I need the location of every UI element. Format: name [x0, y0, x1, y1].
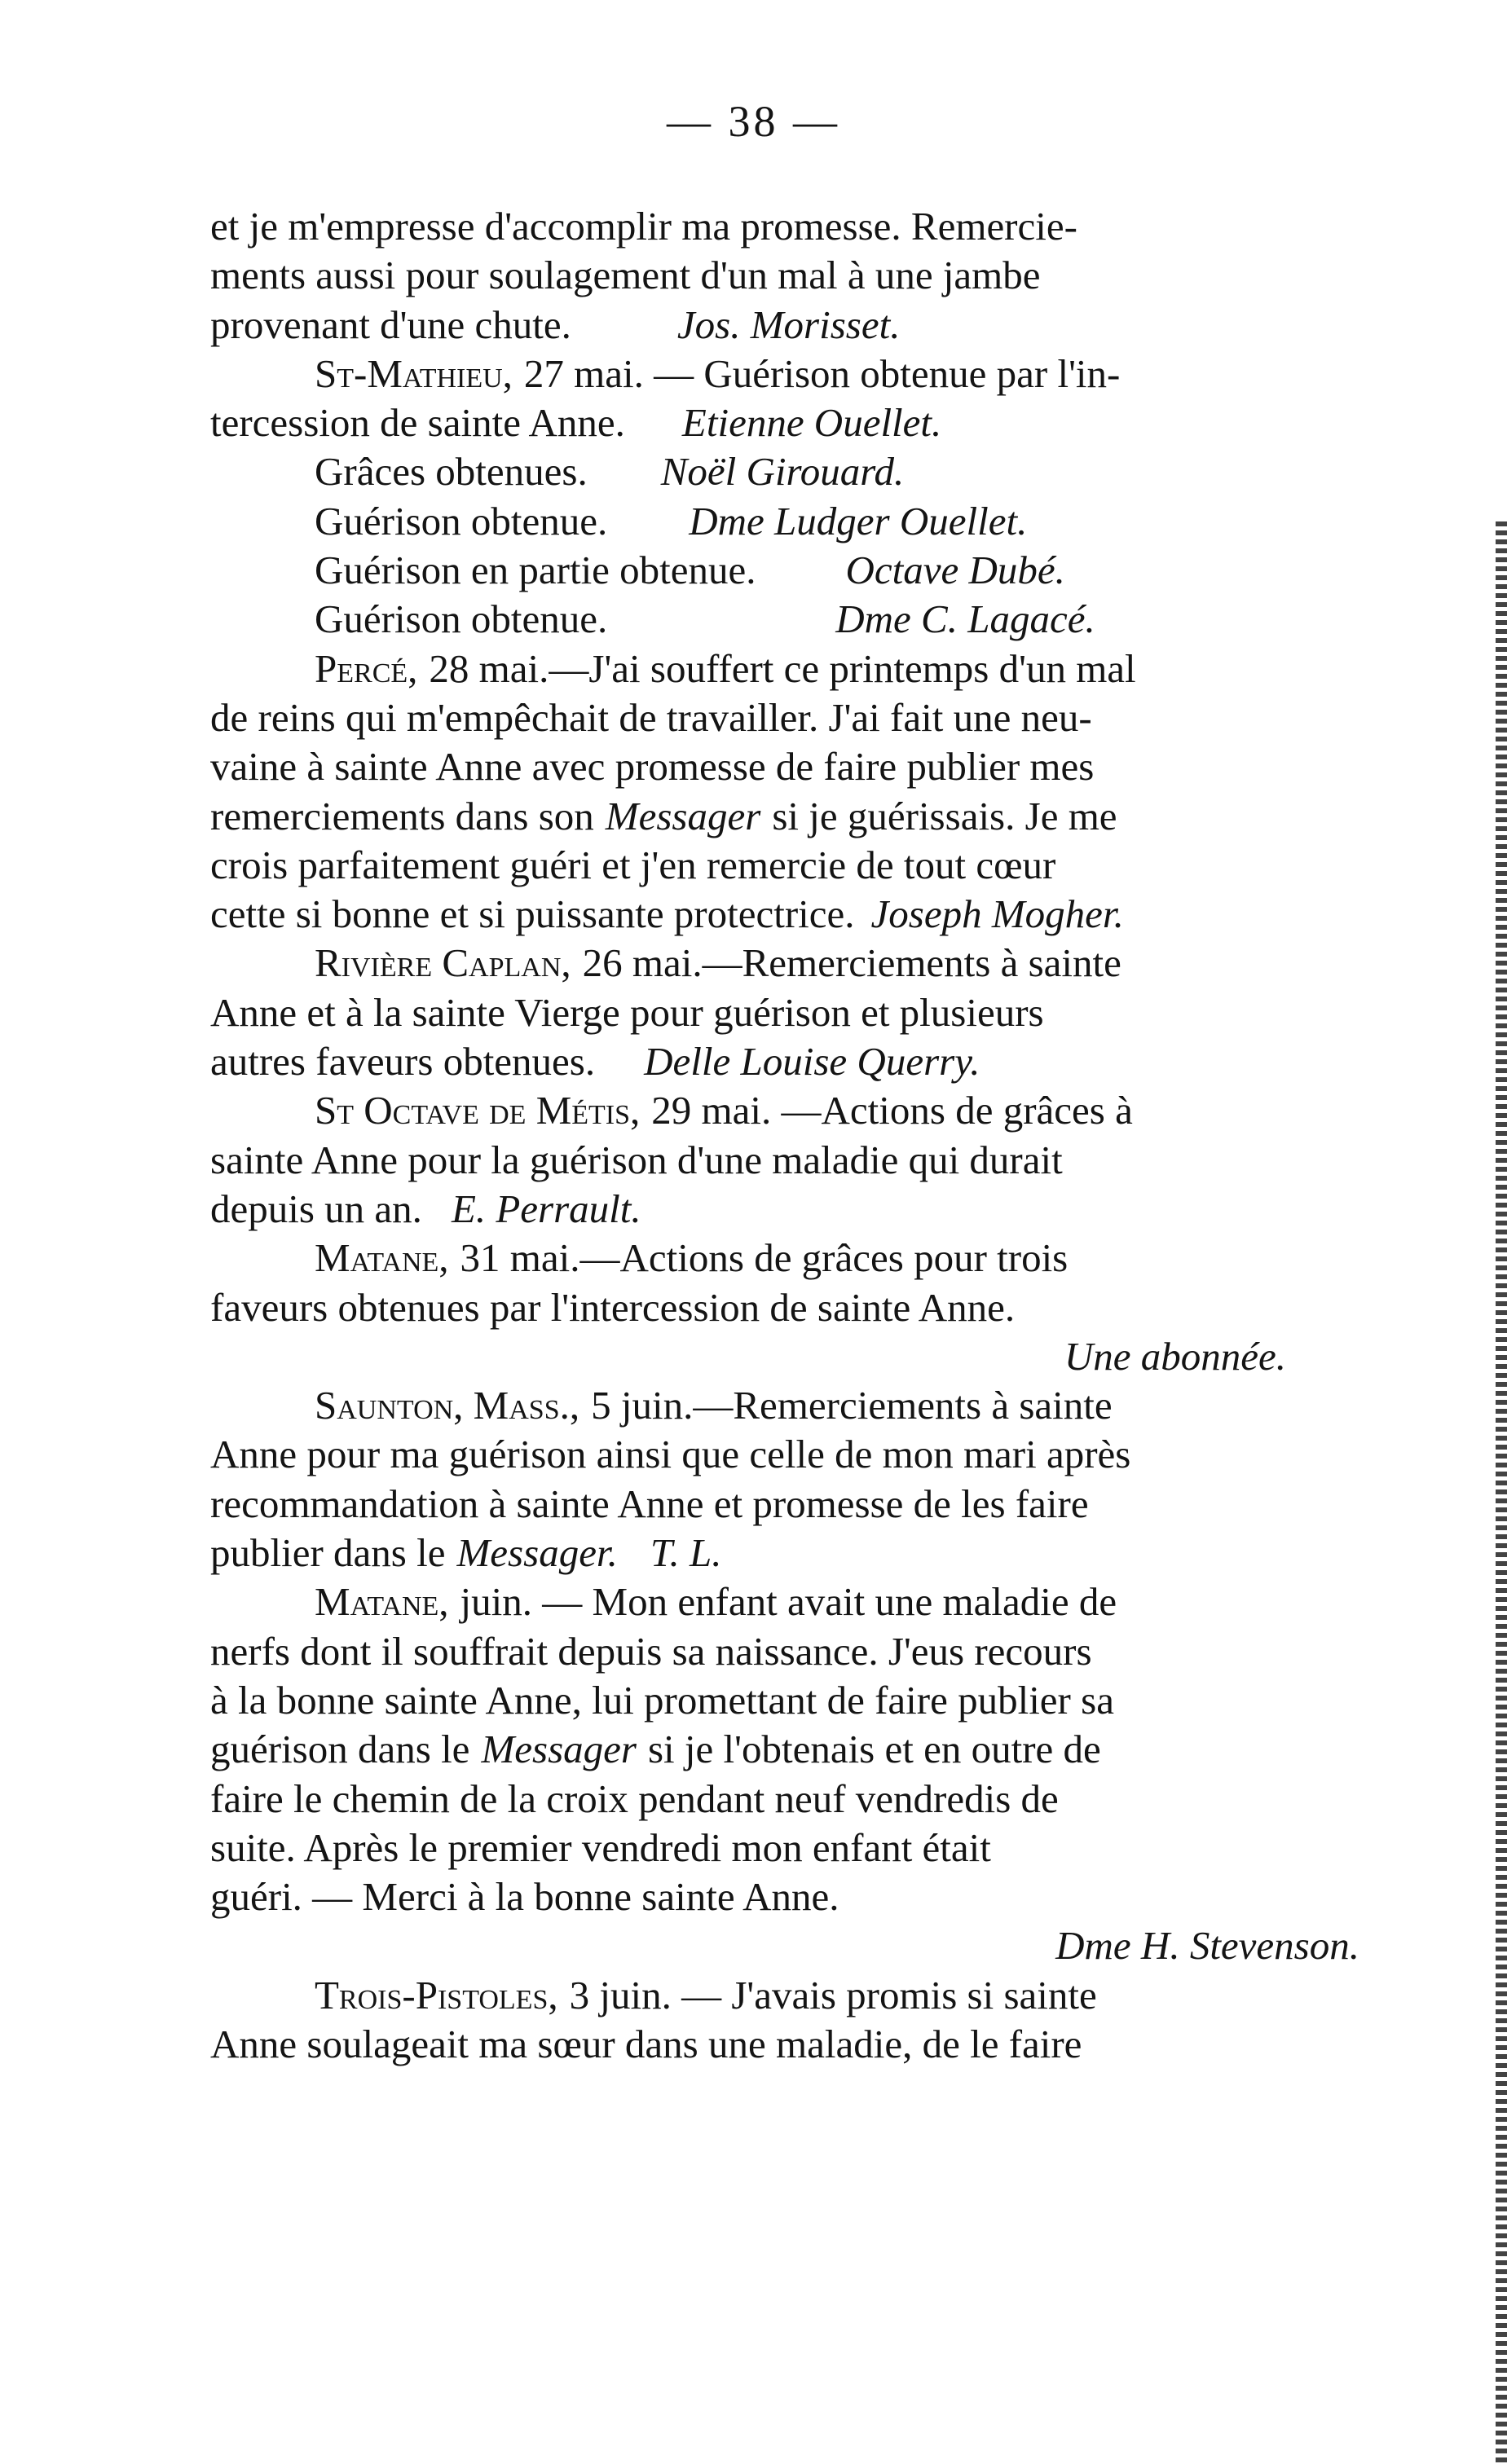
- text-line: [210, 1676, 1376, 1725]
- signature: Delle Louise Querry.: [644, 1039, 980, 1085]
- text-segment: à la bonne sainte Anne, lui promettant de faire publier sa: [210, 1677, 1114, 1723]
- text-line: [210, 1921, 1376, 1970]
- signature: E. Perrault.: [451, 1186, 641, 1231]
- text-line: [210, 350, 1376, 398]
- text-line: [210, 1381, 1376, 1430]
- body-text: [210, 202, 1376, 2069]
- text-line: [210, 2020, 1376, 2069]
- place-name: St-Mathieu,: [315, 350, 513, 396]
- signature: Jos. Morisset.: [676, 301, 901, 347]
- place-name: Percé,: [315, 645, 418, 691]
- text-segment: recommandation à sainte Anne et promesse de les faire: [210, 1481, 1089, 1526]
- text-segment: suite. Après le premier vendredi mon enfant était: [210, 1824, 991, 1870]
- text-segment: guéri. — Merci à la bonne sainte Anne.: [210, 1874, 839, 1920]
- text-segment: cette si bonne et si puissante protectrice.: [210, 891, 855, 937]
- text-segment: remerciements dans son: [210, 793, 594, 838]
- signature: Joseph Mogher.: [870, 891, 1124, 937]
- text-line: [210, 1824, 1376, 1872]
- text-segment: faire le chemin de la croix pendant neuf vendredis de: [210, 1775, 1059, 1821]
- text-line: [210, 1086, 1376, 1135]
- text-line: [210, 447, 1376, 496]
- text-segment: guérison dans le: [210, 1727, 470, 1772]
- place-name: Matane,: [315, 1579, 449, 1625]
- signature: Octave Dubé.: [845, 548, 1065, 593]
- text-line: [210, 1971, 1376, 2020]
- text-line: [210, 1136, 1376, 1185]
- text-line: [210, 1725, 1376, 1774]
- text-segment: 31 mai.—Actions de grâces pour trois: [460, 1235, 1069, 1281]
- place-name: St Octave de Métis,: [315, 1088, 641, 1133]
- text-segment: si je guérissais. Je me: [772, 793, 1117, 838]
- text-segment: Grâces obtenues.: [315, 449, 588, 495]
- text-segment: Guérison en partie obtenue.: [315, 548, 756, 593]
- text-segment: tercession de sainte Anne.: [210, 400, 625, 446]
- text-line: [210, 1037, 1376, 1086]
- text-segment: provenant d'une chute.: [210, 301, 571, 347]
- text-segment: 29 mai. —Actions de grâces à: [651, 1088, 1133, 1133]
- text-line: [210, 1283, 1376, 1332]
- signature: Etienne Ouellet.: [681, 400, 942, 446]
- text-segment: ments aussi pour soulagement d'un mal à une jambe: [210, 253, 1041, 298]
- text-line: [210, 251, 1376, 300]
- text-segment: Guérison obtenue.: [315, 498, 608, 543]
- text-segment: juin. — Mon enfant avait une maladie de: [460, 1579, 1117, 1625]
- text-line: [210, 202, 1376, 251]
- page-number: — 38 —: [667, 97, 840, 146]
- text-line: [210, 546, 1376, 595]
- text-segment: publier dans le: [210, 1530, 446, 1576]
- text-segment: faveurs obtenues par l'intercession de sainte Anne.: [210, 1284, 1016, 1330]
- text-segment: si je l'obtenais et en outre de: [647, 1727, 1101, 1772]
- text-line: [210, 1332, 1376, 1381]
- text-line: [210, 742, 1376, 791]
- periodical-title: Messager: [605, 793, 761, 838]
- text-segment: Anne soulageait ma sœur dans une maladie, de le faire: [210, 2021, 1082, 2066]
- text-line: [210, 1577, 1376, 1626]
- text-line: [210, 645, 1376, 693]
- signature: Une abonnée.: [1064, 1333, 1286, 1379]
- text-line: [210, 939, 1376, 988]
- text-line: [210, 1627, 1376, 1676]
- text-line: [210, 1185, 1376, 1234]
- place-name: Rivière Caplan,: [315, 940, 571, 986]
- text-line: [210, 890, 1376, 939]
- text-line: [210, 1872, 1376, 1921]
- text-line: [210, 398, 1376, 447]
- text-line: [210, 841, 1376, 890]
- place-name: Saunton, Mass.,: [315, 1383, 580, 1428]
- signature: Dme Ludger Ouellet.: [689, 498, 1028, 543]
- text-line: [210, 1234, 1376, 1283]
- text-segment: et je m'empresse d'accomplir ma promesse. Remercie-: [210, 204, 1077, 249]
- text-line: [210, 497, 1376, 546]
- text-segment: Anne et à la sainte Vierge pour guérison et plusieurs: [210, 989, 1044, 1035]
- signature: Dme C. Lagacé.: [835, 596, 1095, 642]
- text-segment: depuis un an.: [210, 1186, 422, 1231]
- text-segment: Anne pour ma guérison ainsi que celle de mon mari après: [210, 1432, 1131, 1477]
- text-line: [210, 1775, 1376, 1824]
- page-edge-shadow: [1496, 521, 1507, 2464]
- periodical-title: Messager: [481, 1727, 637, 1772]
- text-segment: nerfs dont il souffrait depuis sa naissance. J'eus recours: [210, 1628, 1092, 1674]
- text-segment: sainte Anne pour la guérison d'une maladie qui durait: [210, 1137, 1063, 1182]
- periodical-title: Messager.: [456, 1530, 618, 1576]
- text-segment: de reins qui m'empêchait de travailler. J'ai fait une neu-: [210, 694, 1092, 740]
- signature: T. L.: [650, 1530, 722, 1576]
- text-line: [210, 1529, 1376, 1577]
- text-segment: 3 juin. — J'avais promis si sainte: [569, 1972, 1097, 2017]
- text-line: [210, 1480, 1376, 1529]
- place-name: Trois-Pistoles,: [315, 1972, 558, 2017]
- text-line: [210, 595, 1376, 644]
- text-segment: 5 juin.—Remerciements à sainte: [591, 1383, 1113, 1428]
- text-line: [210, 988, 1376, 1037]
- text-segment: vaine à sainte Anne avec promesse de faire publier mes: [210, 744, 1095, 790]
- text-segment: autres faveurs obtenues.: [210, 1039, 596, 1085]
- text-segment: 27 mai. — Guérison obtenue par l'in-: [523, 350, 1121, 396]
- text-line: [210, 1430, 1376, 1479]
- text-segment: 26 mai.—Remerciements à sainte: [582, 940, 1121, 986]
- place-name: Matane,: [315, 1235, 449, 1281]
- text-line: [210, 301, 1376, 350]
- text-segment: 28 mai.—J'ai souffert ce printemps d'un mal: [429, 645, 1136, 691]
- text-line: [210, 792, 1376, 841]
- text-segment: crois parfaitement guéri et j'en remercie de tout cœur: [210, 842, 1056, 887]
- signature: Dme H. Stevenson.: [1055, 1923, 1359, 1969]
- text-segment: Guérison obtenue.: [315, 596, 608, 642]
- signature: Noël Girouard.: [660, 449, 905, 495]
- text-line: [210, 693, 1376, 742]
